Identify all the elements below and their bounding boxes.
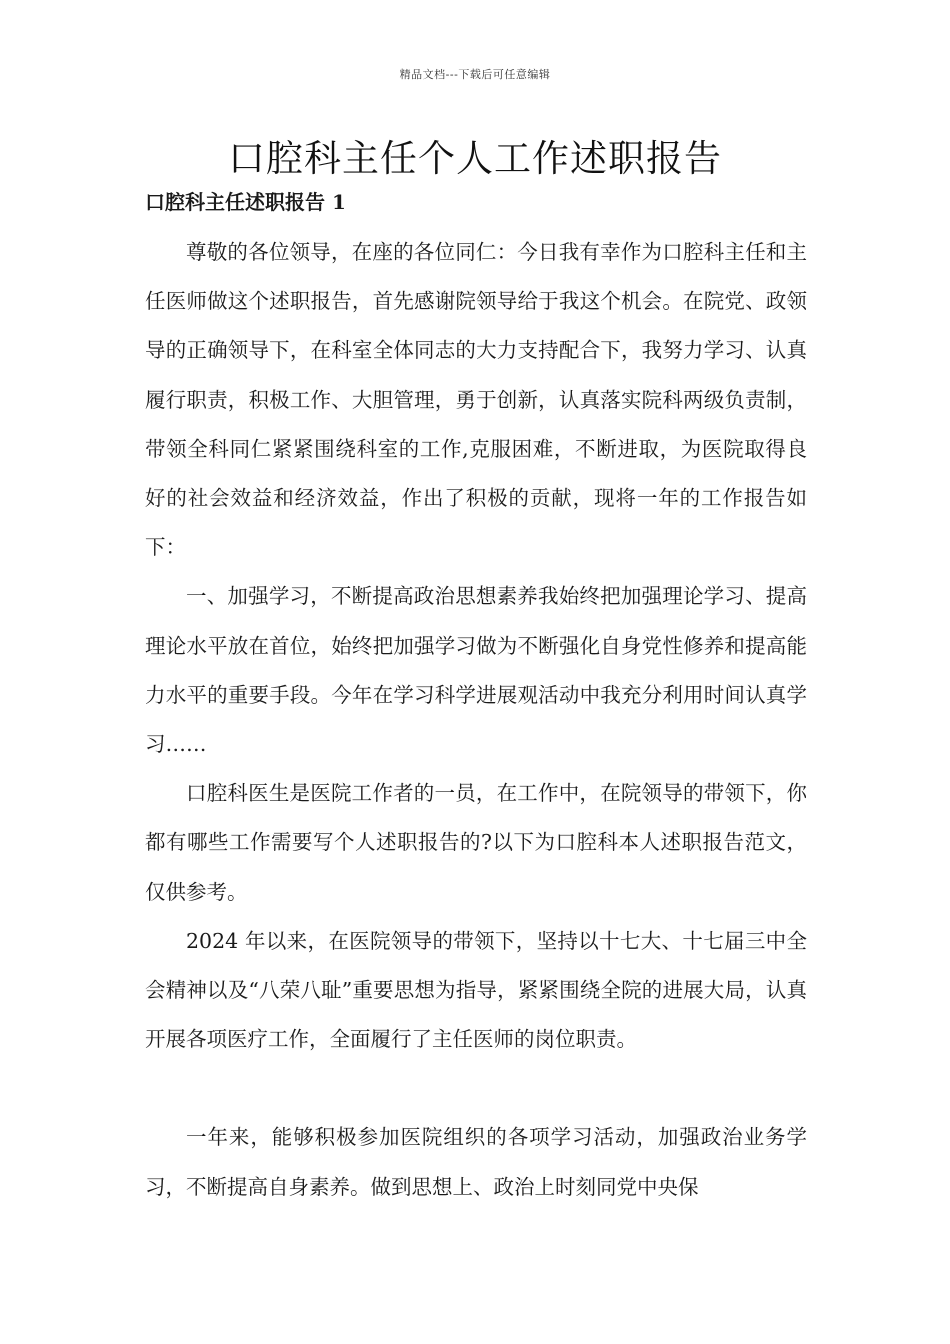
paragraph-intro: 口腔科医生是医院工作者的一员，在工作中，在院领导的带领下，你都有哪些工作需要写个人述职报告的?以下为口腔科本人述职报告范文，仅供参考。 <box>145 781 807 904</box>
header-note: 精品文档---下载后可任意编辑 <box>399 68 551 81</box>
section-title: 口腔科主任述职报告 1 <box>145 190 346 214</box>
paragraph-year: 一年来，能够积极参加医院组织的各项学习活动，加强政治业务学习，不断提高自身素养。做到思想上、政治上时刻同党中央保 <box>145 1125 807 1199</box>
paragraph-study: 一、加强学习，不断提高政治思想素养我始终把加强理论学习、提高理论水平放在首位，始终把加强学习做为不断强化自身党性修养和提高能力水平的重要手段。今年在学习科学进展观活动中我充分利用时间认真学习…… <box>145 584 807 757</box>
paragraph-2024: 2024 年以来，在医院领导的带领下，坚持以十七大、十七届三中全会精神以及“八荣八耻”重要思想为指导，紧紧围绕全院的进展大局，认真开展各项医疗工作，全面履行了主任医师的岗位职责。 <box>145 928 807 1052</box>
paragraph-greeting: 尊敬的各位领导，在座的各位同仁：今日我有幸作为口腔科主任和主任医师做这个述职报告，首先感谢院领导给于我这个机会。在院党、政领导的正确领导下，在科室全体同志的大力支持配合下，我努力学习、认真履行职责，积极工作、大胆管理，勇于创新，认真落实院科两级负责制，带领全科同仁紧紧围绕科室的工作,克服困难，不断进取，为医院取得良好的社会效益和经济效益，作出了积极的贡献，现将一年的工作报告如下： <box>145 240 807 560</box>
document-title: 口腔科主任个人工作述职报告 <box>228 137 722 180</box>
document-body <box>145 228 807 1212</box>
